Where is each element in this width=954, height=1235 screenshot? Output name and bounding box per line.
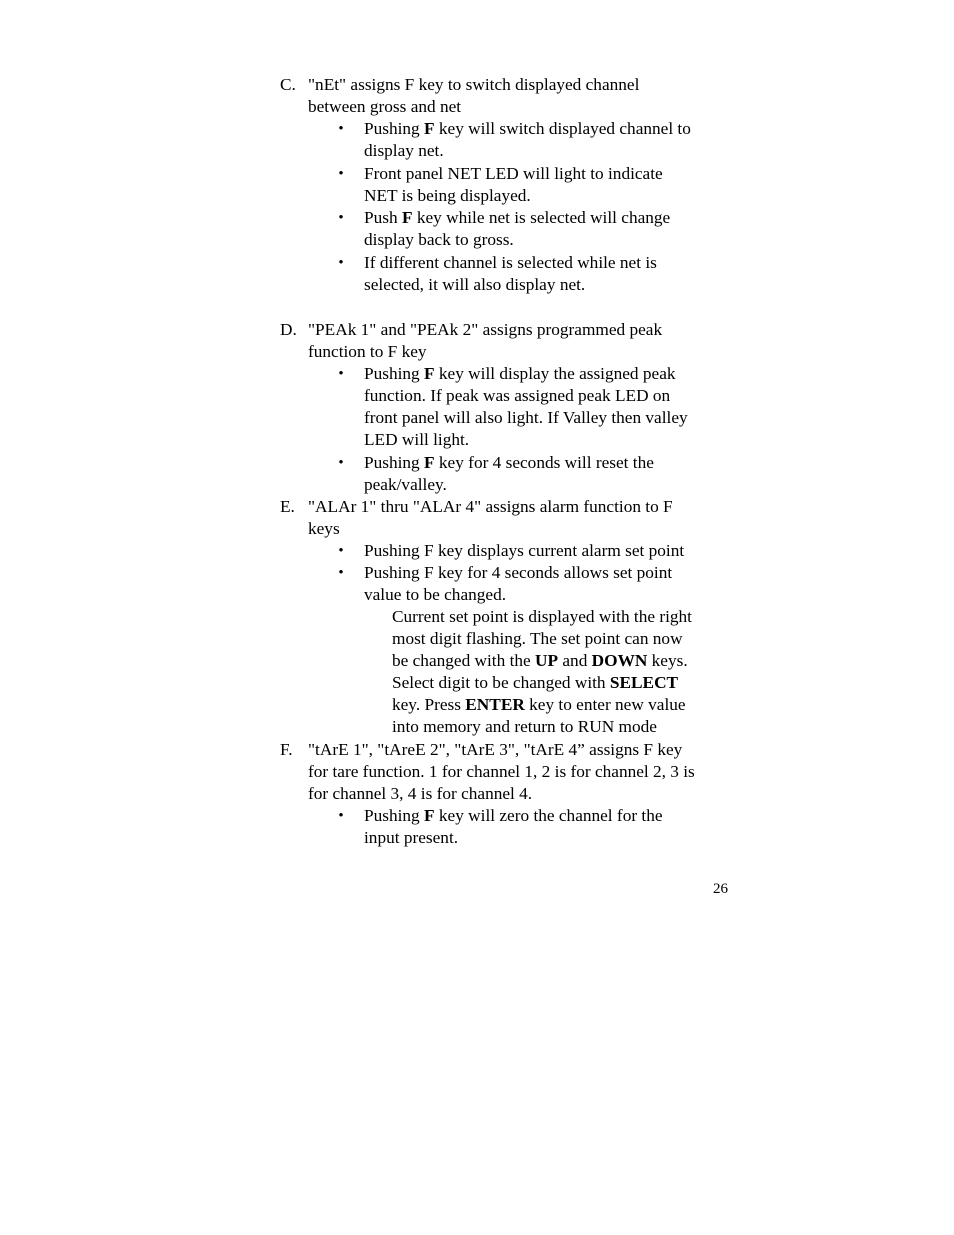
text-run: key will zero the channel for the: [434, 806, 663, 825]
bold-key-name: UP: [535, 651, 559, 670]
text-run: selected, it will also display net.: [364, 275, 586, 295]
section-letter: E.: [280, 497, 295, 516]
bullet-text-line: [364, 385, 670, 407]
bullet-text-line: [364, 540, 684, 562]
bold-key-name: F: [424, 364, 435, 383]
text-run: display net.: [364, 141, 444, 160]
text-run: function. If peak was assigned peak LED on: [364, 386, 671, 405]
bullet-icon: •: [338, 121, 344, 137]
text-run: Pushing: [364, 119, 425, 138]
indented-paragraph-line: [392, 606, 692, 628]
section-letter: F.: [280, 740, 293, 759]
bold-key-name: F: [424, 452, 435, 472]
bullet-text-line: [364, 140, 444, 162]
text-run: Pushing: [364, 364, 425, 383]
bullet-icon: •: [338, 565, 344, 581]
bullet-text-line: [364, 429, 469, 451]
bullet-icon: •: [338, 543, 344, 559]
bullet-icon: •: [338, 255, 344, 272]
section-heading-line: "nEt" assigns F key to switch displayed channel: [308, 75, 640, 94]
text-run: Push: [364, 208, 402, 228]
text-run: Front panel NET LED will light to indicate: [364, 163, 663, 183]
bullet-text-line: [364, 584, 506, 606]
indented-paragraph-line: [392, 650, 688, 672]
bold-key-name: F: [424, 806, 435, 825]
bullet-text-line: [364, 252, 657, 274]
text-run: most digit flashing. The set point can now: [392, 629, 683, 648]
bullet-text-line: [364, 229, 514, 251]
text-run: be changed with the: [392, 651, 536, 670]
bullet-text-line: [364, 163, 663, 185]
section-letter: D.: [280, 320, 297, 339]
section-heading-line: between gross and net: [308, 97, 462, 116]
page-number: 26: [713, 881, 728, 897]
bold-key-name: F: [424, 119, 435, 138]
bullet-text-line: [364, 474, 447, 496]
text-run: Current set point is displayed with the right: [392, 607, 692, 626]
text-run: value to be changed.: [364, 585, 507, 604]
bullet-text-line: [364, 118, 691, 140]
text-run: key to enter new value: [524, 695, 686, 714]
bullet-text-line: [364, 274, 585, 296]
bullet-text-line: [364, 805, 663, 827]
text-run: peak/valley.: [364, 474, 447, 494]
text-run: input present.: [364, 828, 459, 847]
text-run: key will switch displayed channel to: [434, 119, 691, 138]
section-heading-line: "tArE 1", "tAreE 2", "tArE 3", "tArE 4” assigns F key: [308, 740, 683, 759]
text-run: If different channel is selected while net is: [364, 253, 657, 273]
bullet-icon: •: [338, 808, 344, 824]
text-run: Pushing F key for 4 seconds allows set point: [364, 563, 673, 582]
indented-paragraph-line: [392, 672, 678, 694]
text-run: NET is being displayed.: [364, 185, 531, 205]
text-run: into memory and return to RUN mode: [392, 717, 657, 736]
bullet-text-line: [364, 452, 654, 474]
text-run: Pushing: [364, 452, 425, 472]
bullet-text-line: [364, 407, 688, 429]
section-heading-line: "ALAr 1" thru "ALAr 4" assigns alarm function to F: [308, 497, 673, 516]
text-run: and: [558, 651, 592, 670]
bullet-icon: •: [338, 366, 344, 382]
text-run: LED will light.: [364, 430, 470, 449]
text-run: Select digit to be changed with: [392, 673, 610, 692]
bullet-icon: •: [338, 454, 344, 471]
text-run: Pushing F key displays current alarm set point: [364, 541, 685, 560]
bold-key-name: F: [401, 208, 413, 228]
bullet-text-line: [364, 827, 458, 849]
section-heading-line: function to F key: [308, 342, 427, 361]
bullet-text-line: [364, 207, 670, 229]
section-heading-line: for tare function. 1 for channel 1, 2 is for channel 2, 3 is: [308, 762, 695, 781]
bullet-icon: •: [338, 165, 344, 182]
text-run: front panel will also light. If Valley then valley: [364, 408, 688, 427]
text-run: key. Press: [392, 695, 466, 714]
bullet-text-line: [364, 185, 531, 207]
section-letter: C.: [280, 75, 296, 94]
text-run: key for 4 seconds will reset the: [434, 452, 654, 472]
bold-key-name: SELECT: [609, 673, 679, 692]
indented-paragraph-line: [392, 694, 686, 716]
bold-key-name: DOWN: [591, 651, 648, 670]
bullet-text-line: [364, 562, 672, 584]
bold-key-name: ENTER: [465, 695, 525, 714]
text-run: keys.: [647, 651, 688, 670]
indented-paragraph-line: [392, 628, 683, 650]
bullet-icon: •: [338, 210, 344, 227]
section-heading-line: keys: [308, 519, 340, 538]
section-heading-line: "PEAk 1" and "PEAk 2" assigns programmed peak: [308, 320, 663, 339]
text-run: display back to gross.: [364, 230, 514, 250]
text-run: key will display the assigned peak: [434, 364, 676, 383]
text-run: key while net is selected will change: [412, 208, 671, 228]
section-heading-line: for channel 3, 4 is for channel 4.: [308, 784, 533, 803]
text-run: Pushing: [364, 806, 425, 825]
indented-paragraph-line: [392, 716, 657, 738]
bullet-text-line: [364, 363, 676, 385]
